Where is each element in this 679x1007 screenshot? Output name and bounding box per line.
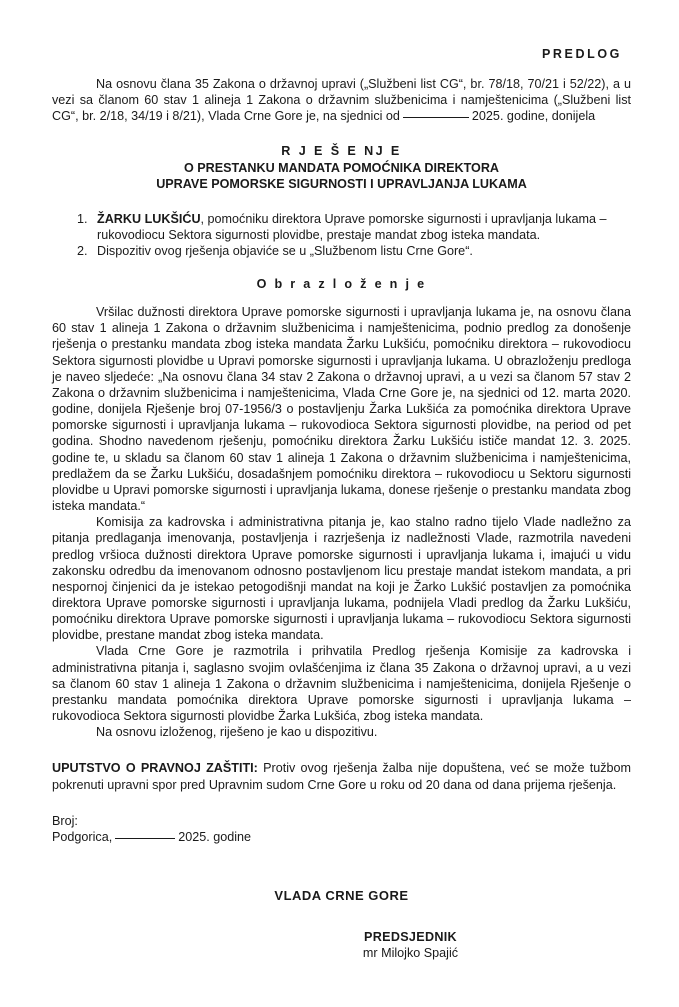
list-item — [91, 211, 631, 243]
place-and-date-line — [52, 829, 631, 846]
reasoning-paragraph-1: Vršilac dužnosti direktora Uprave pomorske sigurnosti i upravljanja lukama je, na osnovu člana 60 stav 1 alineja 1 Zakona o državnim službenicima i namještenicima, podnio predlog za donošenje rješenja o prestanku mandata zbog isteka mandata Žarku Lukšiću, pomoćniku direktora – rukovodiocu Sektora sigurnosti plovidbe u Upravi pomorske sigurnosti i upravljanja lukama. U obrazloženju predloga je naveo sljedeće: „Na osnovu člana 34 stav 2 Zakona o državnoj upravi, a u vezi sa članom 57 stav 2 Zakona o državnim službenicima i namještenicima, Vlada Crne Gore je, na sjednici od 12. marta 2020. godine, donijela Rješenje broj 07-1956/3 o postavljenju Žarka Lukšića za pomoćnika direktora Uprave pomorske sigurnosti i upravljanja lukama – rukovodioca Sektora sigurnosti plovidbe, na period od pet godina. Shodno navedenom rješenju, pomoćniku direktora Žarku Lukšiću ističe mandat 12. 3. 2025. godine te, u skladu sa članom 60 stav 1 alineja 1 Zakona o državnim službenicima i namještenicima, predlažem da se Žarku Lukšiću, dosadašnjem pomoćniku direktora – rukovodiocu u Sektoru sigurnosti plovidbe u Upravi pomorske sigurnosti i upravljanja lukama, donese rješenje o prestanku mandata zbog isteka mandata.“ — [52, 305, 631, 514]
list-item — [91, 243, 631, 259]
reasoning-heading: O b r a z l o ž e n j e — [256, 277, 427, 292]
title-line-2: O PRESTANKU MANDATA POMOĆNIKA DIREKTORA — [183, 160, 500, 175]
meta-block — [52, 813, 631, 846]
dispositive-item-1 — [97, 211, 631, 243]
document-number-label: Broj: — [52, 813, 78, 828]
signatory-name: mr Milojko Spajić — [362, 946, 459, 961]
legal-notice-text: Protiv ovog rješenja žalba nije dopuštena, već se može tužbom pokrenuti upravni spor pred Upravnim sudom Crne Gore u roku od 20 dana od dana prijema rješenja. — [52, 761, 631, 792]
dispositive-list — [52, 211, 631, 259]
legal-notice-lead: UPUTSTVO O PRAVNOJ ZAŠTITI: — [52, 761, 258, 776]
intro-block — [52, 76, 631, 124]
place-label: Podgorica, — [52, 830, 113, 845]
reasoning-paragraph-4: Na osnovu izloženog, riješeno je kao u dispozitivu. — [96, 725, 378, 740]
title-line-3: UPRAVE POMORSKE SIGURNOSTI I UPRAVLJANJA LUKAMA — [156, 177, 527, 192]
signatory-title: PREDSJEDNIK — [364, 929, 457, 944]
document-page — [0, 47, 679, 1007]
document-type-tag: PREDLOG — [541, 47, 622, 61]
dispositive-item-2-rest: Dispozitiv ovog rješenja objaviće se u „Službenom listu Crne Gore“. — [97, 244, 473, 258]
reasoning-body — [52, 304, 631, 740]
date-blank-line — [403, 117, 469, 118]
intro-text-after-blank: 2025. godine, donijela — [471, 109, 596, 124]
title-line-1: R J E Š E NJ E — [281, 144, 402, 159]
date-suffix: 2025. godine — [178, 830, 252, 845]
reasoning-paragraph-3: Vlada Crne Gore je razmotrila i prihvatila Predlog rješenja Komisije za kadrovska i administrativna pitanja i, saglasno svojim ovlašćenjima iz člana 35 Zakona o državnoj upravi, a u vezi sa članom 60 stav 1 alineja 1 Zakona o državnim službenicima i namještenicima, donijela Rješenje o prestanku mandata pomoćnika direktora Uprave pomorske sigurnosti i upravljanja lukama – rukovodioca Sektora sigurnosti plovidbe Žarka Lukšića, zbog isteka mandata. — [52, 644, 631, 724]
reasoning-paragraph-2: Komisija za kadrovska i administrativna pitanja je, kao stalno radno tijelo Vlade nadležno za pitanja predlaganja imenovanja, postavljenja i razrješenja iz nadležnosti Vlade, razmotrila navedeni predlog vršioca dužnosti direktora Uprave pomorske sigurnosti i upravljanja lukama i, imajući u vidu zakonsku odredbu da imenovanom odnosno postavljenom licu prestaje mandat istekom mandata, a pri nespornoj činjenici da je istekao petogodišnji mandat na koji je Žarko Lukšić postavljen za pomoćnika direktora Uprave pomorske sigurnosti i upravljanja lukama, podnijela Vladi predlog da Žarku Lukšiću, pomoćniku direktora Uprave pomorske sigurnosti i upravljanja lukama – rukovodiocu Sektora sigurnosti plovidbe, prestane mandat zbog isteka mandata. — [52, 515, 631, 643]
legal-notice — [52, 760, 631, 792]
dispositive-item-1-bold: ŽARKU LUKŠIĆU — [97, 211, 201, 226]
document-title — [52, 143, 631, 192]
government-name: VLADA CRNE GORE — [274, 887, 409, 903]
issue-date-blank-line — [115, 838, 175, 839]
dispositive-item-2 — [97, 243, 631, 259]
intro-paragraph — [52, 76, 631, 124]
signature-block — [52, 929, 631, 962]
dispositive-item-1-rest: , pomoćniku direktora Uprave pomorske sigurnosti i upravljanja lukama – rukovodiocu Sektora sigurnosti plovidbe, prestaje mandat zbog isteka mandata. — [97, 211, 607, 242]
intro-text: Na osnovu člana 35 Zakona o državnoj upravi („Službeni list CG“, br. 78/18, 70/21 i 52/22), a u vezi sa članom 60 stav 1 alineja 1 Zakona o državnim službenicima i namještenicima („Službeni list CG“, br. 2/18, 34/19 i 8/21), Vlada Crne Gore je, na sjednici od — [52, 77, 631, 124]
